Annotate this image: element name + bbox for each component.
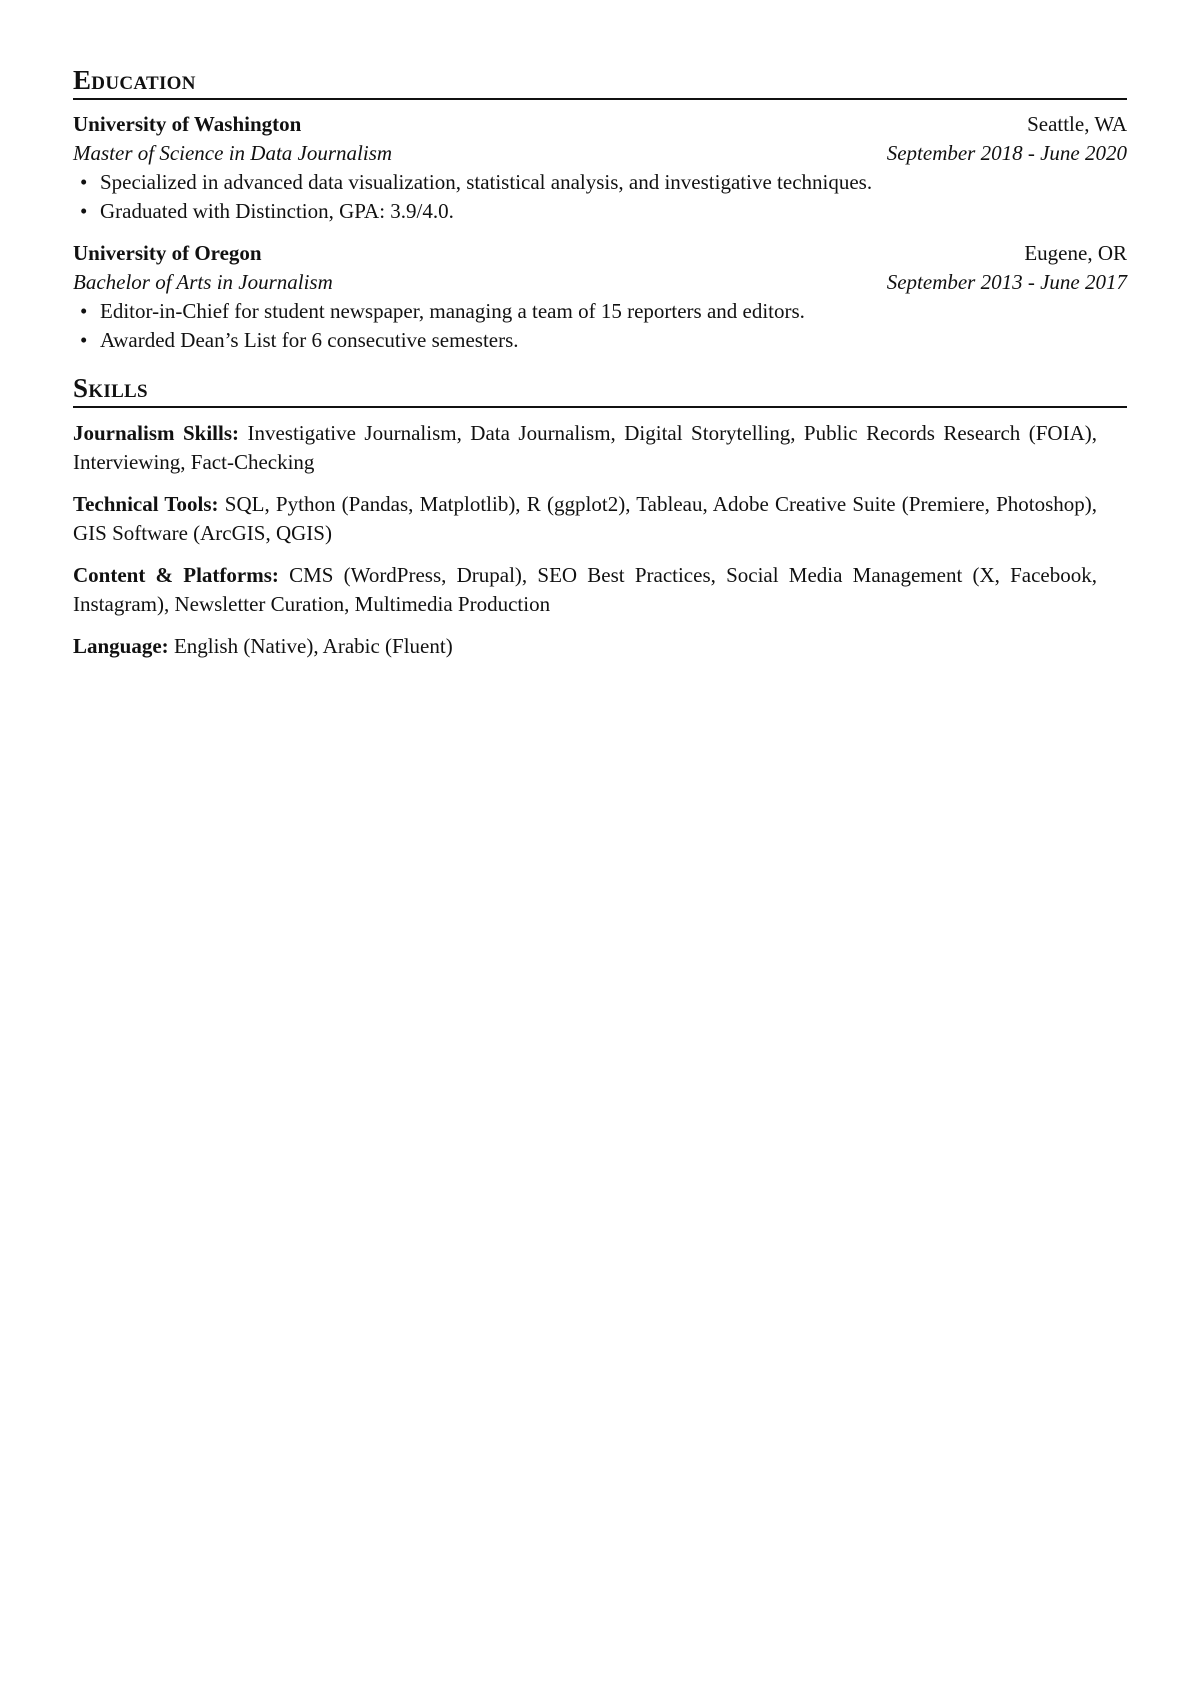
institution-location: Seattle, WA: [1027, 112, 1127, 136]
skill-text: SQL, Python (Pandas, Matplotlib), R (ggplot2), Tableau, Adobe Creative Suite (Premiere, Photoshop), GIS Software (ArcGIS, QGIS): [73, 492, 1098, 545]
bullet-icon: •: [80, 328, 88, 352]
skills-heading: Skills: [73, 373, 148, 403]
skill-language: [73, 632, 1097, 661]
skill-technical-tools: [73, 490, 1097, 548]
bullet-icon: •: [80, 170, 88, 194]
bullet-item: [73, 168, 1127, 197]
degree-title: Master of Science in Data Journalism: [73, 141, 393, 165]
education-entry-washington: [73, 110, 1127, 226]
skills-section: [73, 371, 1127, 661]
skill-label: Language:: [73, 634, 169, 658]
skill-content-platforms: [73, 561, 1097, 619]
entry-bullets: [73, 168, 1127, 226]
bullet-item: [73, 297, 1127, 326]
skill-text: English (Native), Arabic (Fluent): [173, 634, 453, 658]
degree-dates: September 2013 - June 2017: [886, 270, 1127, 294]
section-divider: [73, 98, 1127, 100]
institution-name: University of Oregon: [73, 241, 262, 265]
skill-journalism: [73, 419, 1097, 477]
skill-label: Technical Tools:: [73, 492, 219, 516]
bullet-icon: •: [80, 199, 88, 223]
bullet-item: [73, 326, 1127, 355]
institution-name: University of Washington: [73, 112, 302, 136]
bullet-icon: •: [80, 299, 88, 323]
bullet-text: Specialized in advanced data visualization, statistical analysis, and investigative techniques.: [100, 170, 873, 194]
skill-label: Content & Platforms:: [73, 563, 279, 587]
education-heading: Education: [73, 65, 196, 95]
degree-title: Bachelor of Arts in Journalism: [73, 270, 333, 294]
skill-text: CMS (WordPress, Drupal), SEO Best Practices, Social Media Management (X, Facebook, Instagram), Newsletter Curation, Multimedia Production: [73, 563, 1098, 616]
entry-header-row: [73, 110, 1127, 139]
bullet-text: Awarded Dean’s List for 6 consecutive semesters.: [100, 328, 519, 352]
entry-degree-row: [73, 139, 1127, 168]
skill-text: Investigative Journalism, Data Journalism, Digital Storytelling, Public Records Research (FOIA), Interviewing, Fact-Checking: [73, 421, 1098, 474]
bullet-text: Graduated with Distinction, GPA: 3.9/4.0.: [100, 199, 454, 223]
entry-header-row: [73, 239, 1127, 268]
education-section: [73, 63, 1127, 355]
bullet-item: [73, 197, 1127, 226]
education-entry-oregon: [73, 239, 1127, 355]
resume-page: [73, 63, 1127, 674]
entry-degree-row: [73, 268, 1127, 297]
degree-dates: September 2018 - June 2020: [886, 141, 1127, 165]
institution-location: Eugene, OR: [1024, 241, 1127, 265]
skill-label: Journalism Skills:: [73, 421, 240, 445]
section-divider: [73, 406, 1127, 408]
bullet-text: Editor-in-Chief for student newspaper, managing a team of 15 reporters and editors.: [100, 299, 805, 323]
entry-bullets: [73, 297, 1127, 355]
